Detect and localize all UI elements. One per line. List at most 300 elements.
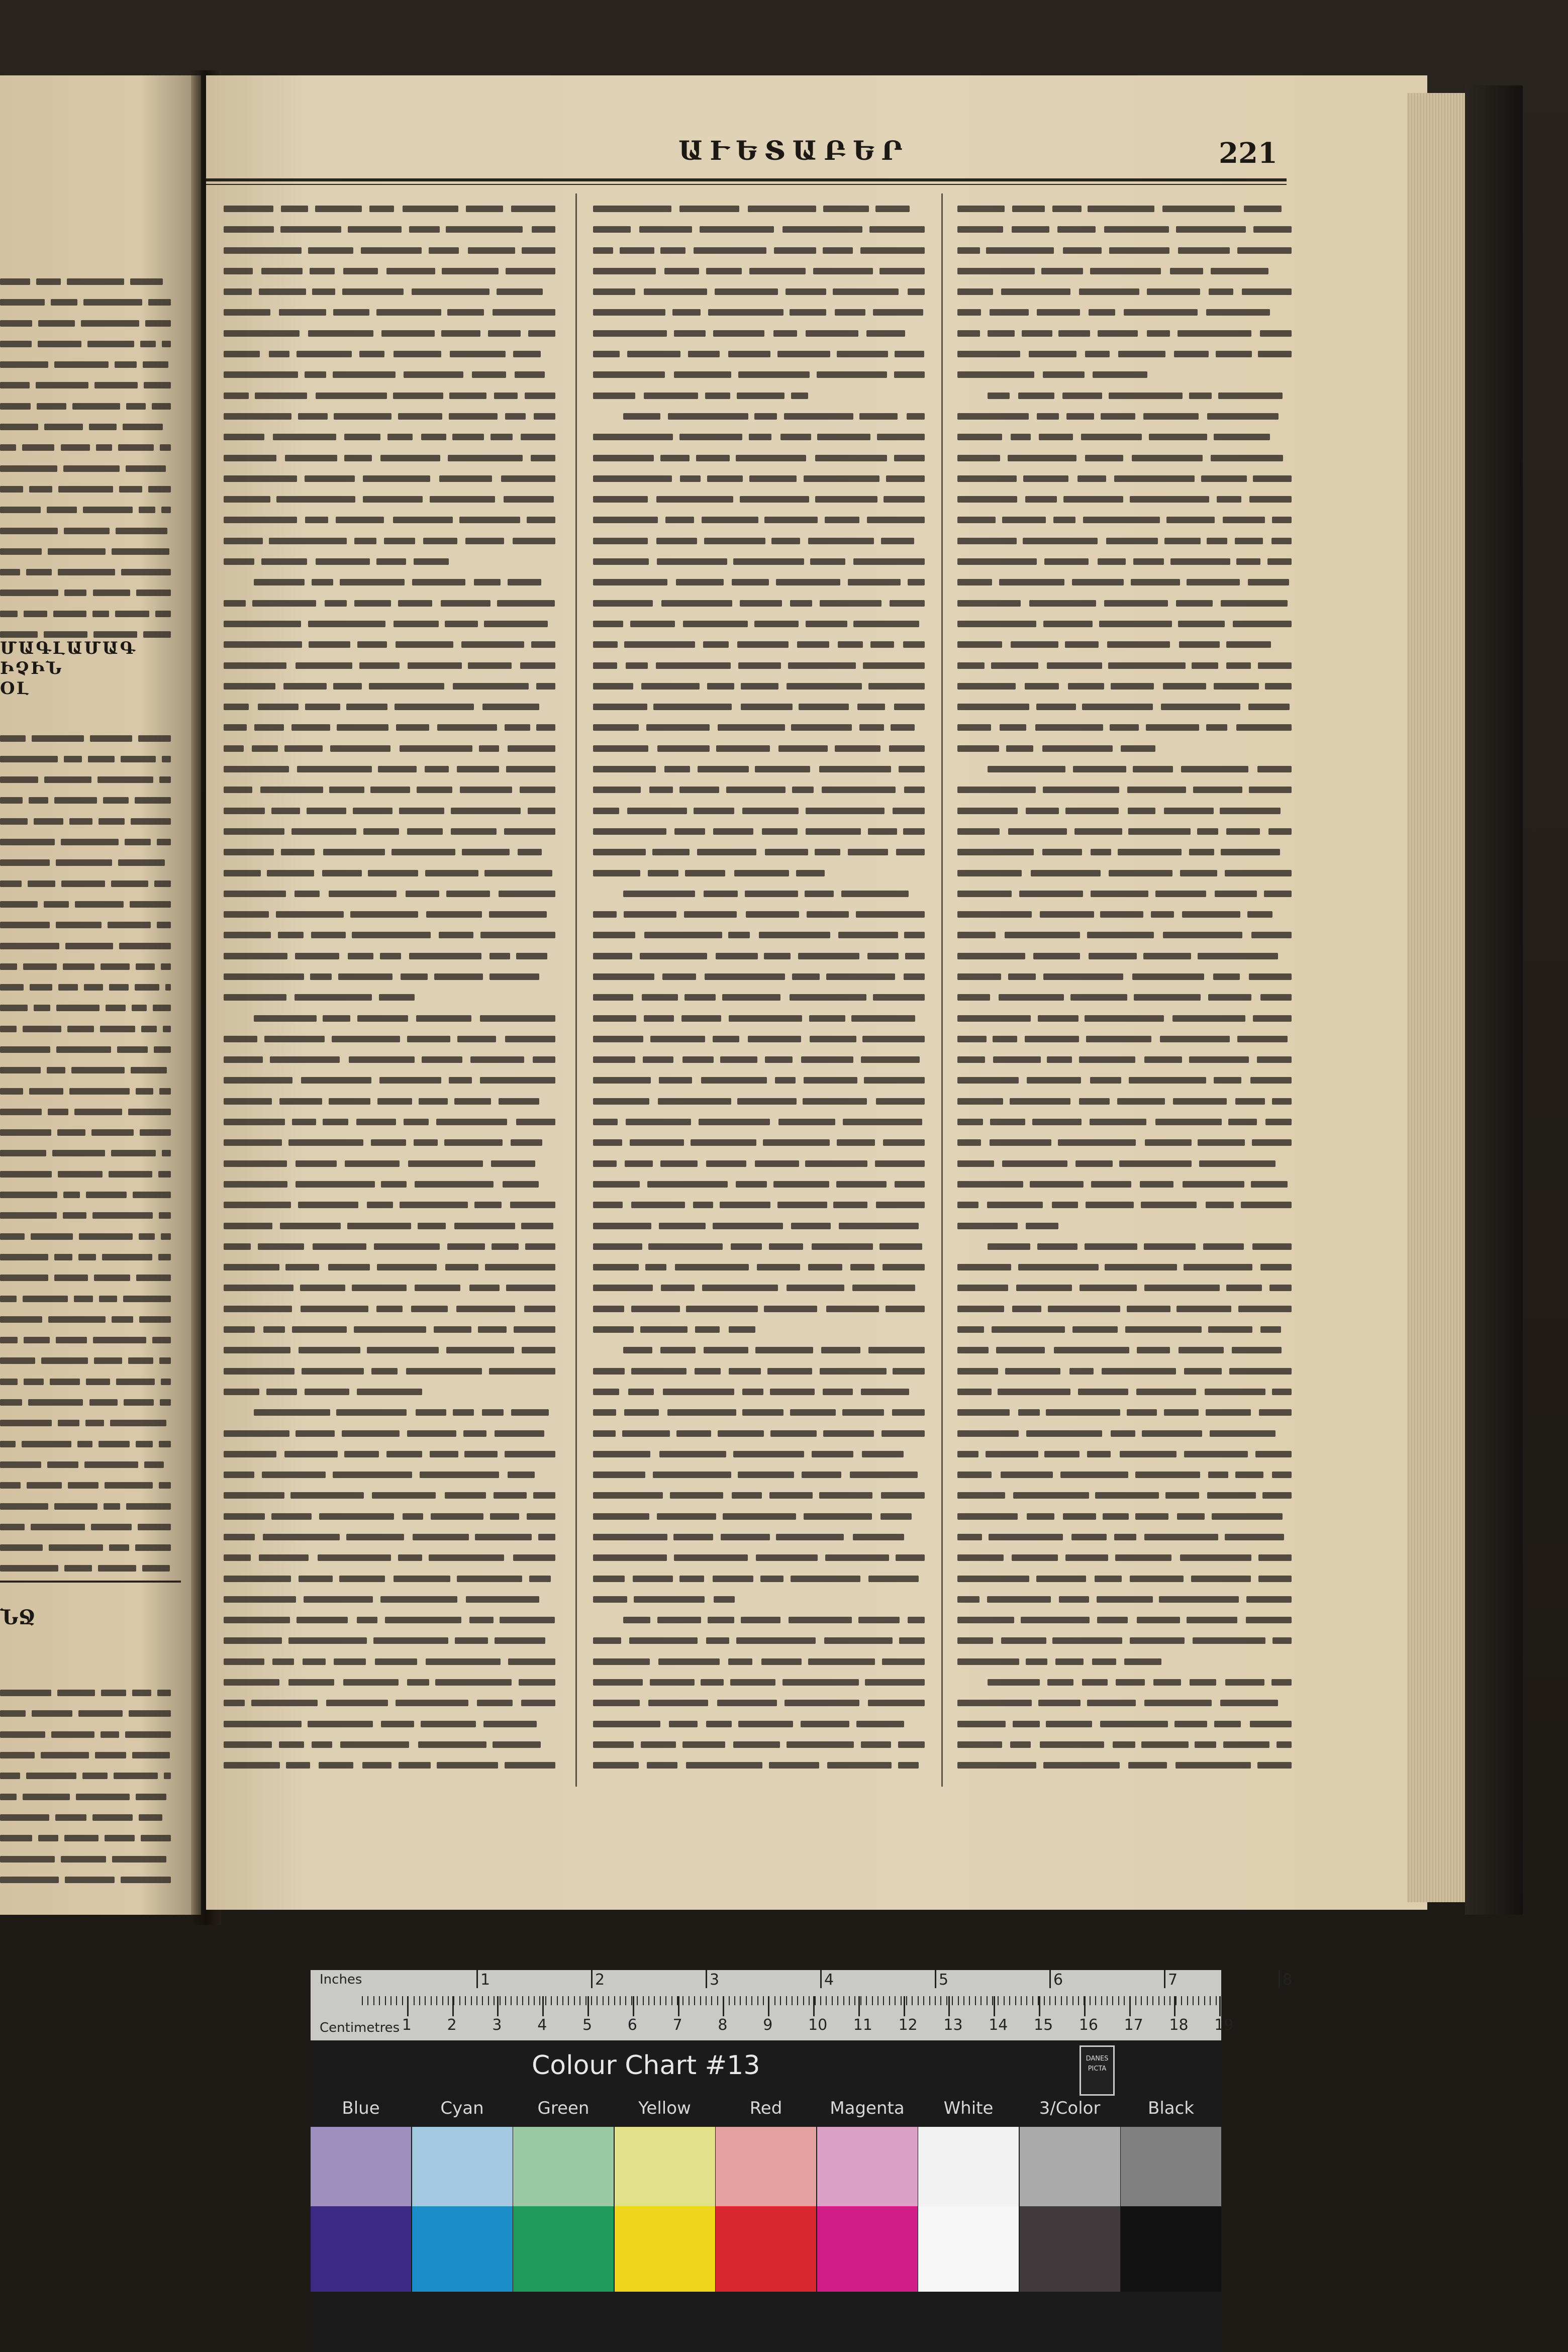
inch-tick-label: 3: [710, 1971, 720, 1989]
text-line: [0, 728, 181, 749]
text-line: [224, 1569, 558, 1589]
text-line: [593, 1506, 927, 1527]
left-heading-line-1: ՄԱԳԼԱՄԱԳ ԻՉԻՆ: [0, 638, 137, 678]
text-line: [957, 1319, 1294, 1340]
text-line: [957, 1112, 1294, 1132]
text-line: [957, 323, 1294, 344]
text-line: [0, 1371, 181, 1392]
text-line: [593, 1029, 927, 1049]
left-page: [0, 75, 201, 1915]
text-line: [593, 1527, 927, 1547]
text-line: [224, 614, 558, 634]
patch-label-blue: Blue: [342, 2098, 380, 2118]
text-line: [224, 448, 558, 468]
mm-tick: [940, 1996, 941, 2005]
text-line: [593, 1070, 927, 1091]
colour-patch-light: [615, 2127, 715, 2206]
colour-patch-light: [1121, 2127, 1221, 2206]
mm-tick: [729, 1996, 730, 2005]
text-line: [957, 801, 1294, 821]
mm-tick: [500, 1996, 501, 2005]
text-line: [224, 1278, 558, 1298]
mm-tick: [1158, 1996, 1159, 2005]
inch-tick: [591, 1970, 593, 1988]
text-line: [957, 1734, 1294, 1755]
text-line: [224, 676, 558, 697]
mm-tick: [923, 1996, 924, 2005]
mm-tick: [643, 1996, 644, 2005]
text-line: [957, 1340, 1294, 1360]
mm-tick: [877, 1996, 878, 2005]
text-line: [0, 458, 181, 479]
text-line: [957, 344, 1294, 364]
text-line: [224, 1008, 558, 1029]
text-line: [593, 1153, 927, 1174]
mm-tick: [522, 1996, 523, 2005]
inch-tick-label: 7: [1168, 1971, 1178, 1989]
mm-tick: [1187, 1996, 1188, 2005]
text-line: [957, 676, 1294, 697]
text-line: [0, 1766, 181, 1786]
mm-tick: [912, 1996, 913, 2005]
text-line: [224, 821, 558, 842]
text-line: [0, 1019, 181, 1039]
text-line: [957, 1382, 1294, 1402]
mm-tick: [517, 1996, 518, 2005]
text-line: [0, 894, 181, 915]
text-line: [957, 1589, 1294, 1610]
text-line: [224, 1382, 558, 1402]
text-line: [0, 1662, 181, 1683]
mm-tick: [1198, 1996, 1199, 2005]
text-line: [593, 987, 927, 1008]
mm-tick: [1009, 1996, 1010, 2005]
cm-tick: [587, 1996, 589, 2016]
text-line: [593, 1485, 927, 1506]
text-line: [593, 655, 927, 676]
text-line: [957, 1444, 1294, 1464]
text-line: [957, 1299, 1294, 1319]
text-line: [0, 1205, 181, 1226]
text-line: [0, 1267, 181, 1288]
mm-tick: [620, 1996, 621, 2005]
cm-tick-label: 14: [989, 2016, 1008, 2034]
mm-tick: [390, 1996, 391, 2005]
text-line: [0, 1807, 181, 1828]
mm-tick: [717, 1996, 718, 2005]
text-line: [0, 707, 181, 728]
text-line: [224, 1216, 558, 1236]
mm-tick: [929, 1996, 930, 2005]
text-line: [0, 541, 181, 562]
text-line: [593, 1049, 927, 1070]
text-line: [224, 1444, 558, 1464]
left-section-heading-2: ՆՋ: [0, 1606, 36, 1629]
text-line: [957, 1693, 1294, 1713]
cm-tick: [633, 1996, 634, 2016]
column-divider: [575, 193, 577, 1787]
text-line: [957, 240, 1294, 261]
running-head: ԱՒԵՏԱԲԵՐ: [678, 136, 910, 166]
mm-tick: [866, 1996, 867, 2005]
text-line: [957, 1485, 1294, 1506]
text-line: [957, 614, 1294, 634]
brand-logo: DANES PICTA: [1080, 2045, 1115, 2096]
text-line: [593, 1382, 927, 1402]
mm-tick: [711, 1996, 712, 2005]
text-line: [593, 779, 927, 800]
text-line: [224, 966, 558, 987]
text-line: [593, 1547, 927, 1568]
text-line: [593, 884, 927, 904]
colour-patch-light: [412, 2127, 513, 2206]
text-line: [957, 1630, 1294, 1651]
text-line: [593, 281, 927, 302]
text-line: [0, 1350, 181, 1371]
mm-tick: [689, 1996, 690, 2005]
text-line: [957, 634, 1294, 655]
text-line: [0, 334, 181, 354]
column-divider: [941, 193, 943, 1787]
cm-tick: [1039, 1996, 1040, 2016]
text-line: [224, 697, 558, 717]
text-line: [957, 448, 1294, 468]
mm-tick: [528, 1996, 529, 2005]
mm-tick: [654, 1996, 655, 2005]
text-line: [224, 1340, 558, 1360]
text-line: [957, 946, 1294, 966]
mm-tick: [1055, 1996, 1056, 2005]
text-line: [224, 1755, 558, 1776]
mm-tick: [1038, 1996, 1039, 2005]
text-line: [593, 572, 927, 593]
colour-patch-dark: [716, 2206, 816, 2292]
mm-tick: [631, 1996, 632, 2005]
text-line: [0, 1475, 181, 1496]
text-line: [0, 1434, 181, 1454]
mm-tick: [1130, 1996, 1131, 2005]
text-line: [0, 1309, 181, 1330]
mm-tick: [1004, 1996, 1005, 2005]
mm-tick: [579, 1996, 580, 2005]
mm-tick: [757, 1996, 758, 2005]
text-line: [0, 1185, 181, 1205]
mm-tick: [482, 1996, 483, 2005]
text-line: [0, 437, 181, 458]
text-line: [224, 344, 558, 364]
text-line: [0, 1683, 181, 1703]
text-line: [957, 510, 1294, 530]
text-line: [957, 489, 1294, 510]
mm-tick: [1135, 1996, 1136, 2005]
mm-tick: [459, 1996, 460, 2005]
text-line: [957, 1569, 1294, 1589]
cm-tick: [904, 1996, 905, 2016]
text-line: [957, 1714, 1294, 1734]
text-line: [593, 240, 927, 261]
cm-tick-label: 9: [763, 2016, 773, 2034]
mm-tick: [809, 1996, 810, 2005]
text-line: [224, 1630, 558, 1651]
text-line: [0, 479, 181, 500]
text-line: [0, 790, 181, 811]
text-line: [593, 468, 927, 489]
text-line: [0, 1537, 181, 1558]
text-line: [957, 1049, 1294, 1070]
mm-tick: [723, 1996, 724, 2005]
colour-patch-light: [311, 2127, 411, 2206]
mm-tick: [682, 1996, 683, 2005]
text-line: [224, 1464, 558, 1485]
text-line: [224, 1029, 558, 1049]
text-line: [957, 1029, 1294, 1049]
text-line: [957, 1423, 1294, 1444]
mm-tick: [843, 1996, 844, 2005]
cover-board: [1465, 85, 1523, 1915]
left-section-heading: [0, 638, 201, 699]
mm-tick: [465, 1996, 466, 2005]
mm-tick: [671, 1996, 672, 2005]
text-line: [0, 1849, 181, 1870]
cm-tick-label: 2: [447, 2016, 457, 2034]
text-line: [0, 1703, 181, 1724]
text-line: [0, 417, 181, 437]
inch-tick-label: 8: [1283, 1971, 1293, 1989]
text-line: [224, 385, 558, 406]
text-line: [0, 1392, 181, 1413]
cm-tick-label: 8: [718, 2016, 728, 2034]
text-line: [593, 634, 927, 655]
text-line: [593, 1630, 927, 1651]
mm-tick: [494, 1996, 495, 2005]
text-line: [957, 551, 1294, 572]
text-line: [0, 1247, 181, 1267]
text-line: [593, 842, 927, 862]
text-line: [593, 1464, 927, 1485]
text-line: [593, 1734, 927, 1755]
text-line: [0, 354, 181, 375]
text-line: [593, 344, 927, 364]
cm-tick-label: 17: [1124, 2016, 1143, 2034]
text-line: [593, 1174, 927, 1195]
text-line: [593, 1236, 927, 1257]
text-line: [0, 915, 181, 935]
text-line: [957, 1132, 1294, 1153]
text-line: [224, 946, 558, 966]
text-line: [224, 925, 558, 945]
mm-tick: [1107, 1996, 1108, 2005]
text-line: [593, 1755, 927, 1776]
mm-tick: [1147, 1996, 1148, 2005]
text-line: [957, 261, 1294, 281]
text-line: [0, 873, 181, 894]
text-line: [957, 406, 1294, 427]
text-line: [593, 448, 927, 468]
text-line: [224, 987, 558, 1008]
text-line: [0, 1226, 181, 1247]
text-line: [957, 593, 1294, 614]
text-column-2: [593, 199, 927, 1782]
text-line: [957, 1216, 1294, 1236]
mm-tick: [895, 1996, 896, 2005]
text-line: [224, 219, 558, 240]
colour-patch-light: [817, 2127, 918, 2206]
text-line: [224, 1299, 558, 1319]
mm-tick: [740, 1996, 741, 2005]
patch-label-cyan: Cyan: [440, 2098, 484, 2118]
mm-tick: [1026, 1996, 1027, 2005]
inch-tick: [1164, 1970, 1165, 1988]
inch-tick: [935, 1970, 936, 1988]
mm-tick: [780, 1996, 781, 2005]
text-line: [224, 759, 558, 779]
cm-tick-label: 1: [402, 2016, 412, 2034]
mm-tick: [488, 1996, 489, 2005]
mm-tick: [660, 1996, 661, 2005]
colour-patch-light: [716, 2127, 816, 2206]
colour-patch-light: [918, 2127, 1019, 2206]
text-line: [224, 1547, 558, 1568]
text-line: [957, 1195, 1294, 1215]
mm-tick: [987, 1996, 988, 2005]
text-line: [957, 199, 1294, 219]
mm-tick: [534, 1996, 535, 2005]
patch-label-green: Green: [537, 2098, 590, 2118]
mm-tick: [637, 1996, 638, 2005]
mm-tick: [396, 1996, 397, 2005]
cm-tick: [542, 1996, 544, 2016]
text-line: [224, 199, 558, 219]
text-line: [957, 1070, 1294, 1091]
mm-tick: [677, 1996, 678, 2005]
text-line: [957, 302, 1294, 323]
text-line: [957, 1672, 1294, 1693]
text-line: [224, 717, 558, 738]
colour-chart-target: [311, 1970, 1293, 2352]
colour-patch-dark: [918, 2206, 1019, 2292]
text-line: [224, 551, 558, 572]
inch-tick-label: 4: [824, 1971, 834, 1989]
mm-tick: [408, 1996, 409, 2005]
mm-tick: [969, 1996, 970, 2005]
text-line: [0, 1164, 181, 1185]
text-line: [0, 769, 181, 790]
text-line: [957, 863, 1294, 884]
mm-tick: [1210, 1996, 1211, 2005]
text-line: [224, 779, 558, 800]
mm-tick: [918, 1996, 919, 2005]
colour-patch-dark: [1121, 2206, 1221, 2292]
measurement-ruler: [311, 1970, 1293, 2040]
mm-tick: [574, 1996, 575, 2005]
text-line: [224, 1195, 558, 1215]
text-line: [224, 1091, 558, 1112]
text-line: [224, 1423, 558, 1444]
mm-tick: [786, 1996, 787, 2005]
colour-patch-light: [513, 2127, 614, 2206]
text-line: [593, 614, 927, 634]
text-line: [593, 1340, 927, 1360]
text-line: [0, 1745, 181, 1766]
mm-tick: [872, 1996, 873, 2005]
mm-tick: [700, 1996, 701, 2005]
inch-tick-label: 2: [595, 1971, 605, 1989]
patch-label-white: White: [943, 2098, 994, 2118]
text-line: [224, 1589, 558, 1610]
text-line: [224, 1153, 558, 1174]
text-line: [957, 842, 1294, 862]
text-line: [957, 572, 1294, 593]
text-line: [593, 1444, 927, 1464]
text-line: [957, 385, 1294, 406]
mm-tick: [1084, 1996, 1085, 2005]
text-line: [593, 904, 927, 925]
text-line: [593, 489, 927, 510]
mm-tick: [958, 1996, 959, 2005]
mm-tick: [906, 1996, 907, 2005]
text-line: [957, 1361, 1294, 1382]
text-line: [0, 811, 181, 832]
mm-tick: [815, 1996, 816, 2005]
text-line: [224, 364, 558, 385]
text-line: [0, 1641, 181, 1662]
text-line: [224, 1651, 558, 1672]
mm-tick: [832, 1996, 833, 2005]
text-line: [224, 1257, 558, 1278]
text-line: [957, 717, 1294, 738]
cm-tick-label: 6: [627, 2016, 637, 2034]
text-line: [593, 966, 927, 987]
text-line: [0, 1787, 181, 1807]
mm-tick: [603, 1996, 604, 2005]
mm-tick: [448, 1996, 449, 2005]
patch-label-3-color: 3/Color: [1039, 2098, 1101, 2118]
text-line: [593, 1091, 927, 1112]
inch-tick: [706, 1970, 707, 1988]
cm-tick-label: 12: [898, 2016, 918, 2034]
text-line: [593, 821, 927, 842]
text-line: [957, 468, 1294, 489]
text-line: [593, 1278, 927, 1298]
text-line: [224, 904, 558, 925]
inch-tick: [476, 1970, 478, 1988]
mm-tick: [1118, 1996, 1119, 2005]
text-line: [957, 1091, 1294, 1112]
mm-tick: [476, 1996, 477, 2005]
mm-tick: [648, 1996, 649, 2005]
text-line: [593, 1361, 927, 1382]
colour-patch-dark: [1020, 2206, 1120, 2292]
text-line: [0, 1870, 181, 1890]
mm-tick: [1141, 1996, 1142, 2005]
mm-tick: [539, 1996, 540, 2005]
text-line: [224, 1672, 558, 1693]
text-line: [957, 427, 1294, 447]
text-line: [593, 1402, 927, 1423]
text-line: [224, 323, 558, 344]
text-line: [224, 489, 558, 510]
text-line: [224, 738, 558, 759]
text-line: [957, 655, 1294, 676]
text-line: [957, 904, 1294, 925]
text-line: [593, 946, 927, 966]
mm-tick: [935, 1996, 936, 2005]
text-line: [593, 551, 927, 572]
text-line: [224, 1485, 558, 1506]
page-edges: [1407, 93, 1467, 1902]
mm-tick: [883, 1996, 884, 2005]
mm-tick: [562, 1996, 563, 2005]
